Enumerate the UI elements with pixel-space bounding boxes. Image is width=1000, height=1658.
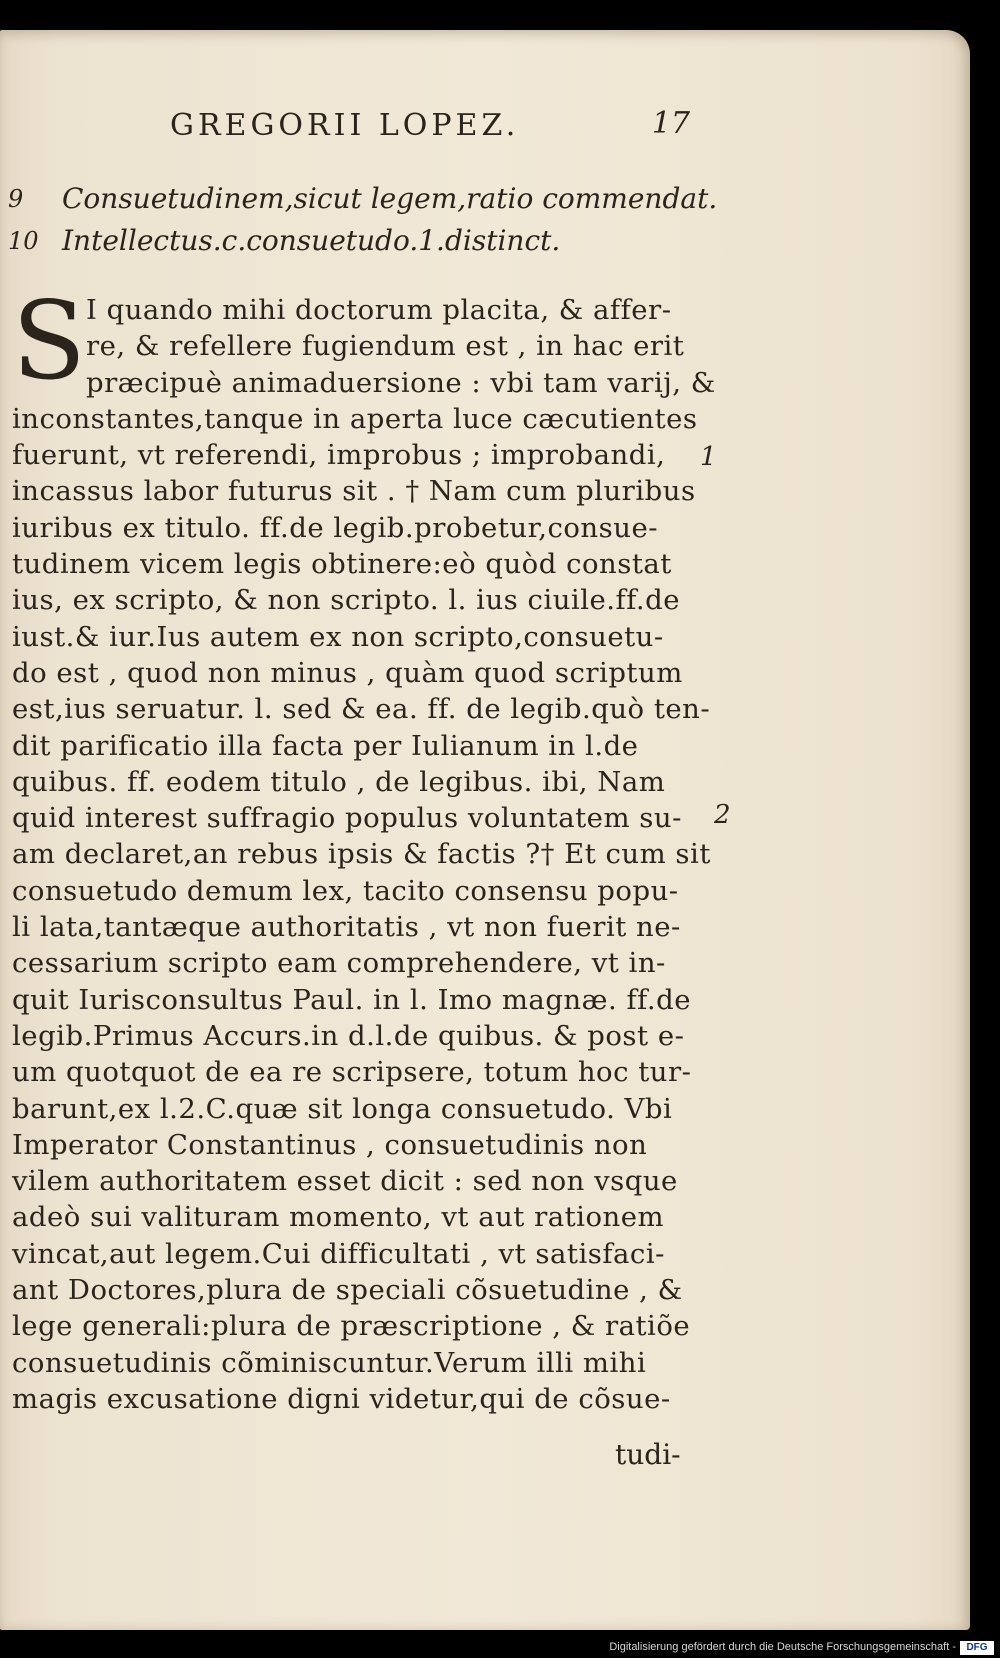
body-line: re, & refellere fugiendum est , in hac erit xyxy=(86,330,685,363)
body-line: li lata,tantæque authoritatis , vt non fuerit ne- xyxy=(12,911,681,944)
book-page xyxy=(0,30,970,1630)
body-line: barunt,ex l.2.C.quæ sit longa consuetudo. Vbi xyxy=(12,1092,673,1125)
funding-credit: Digitalisierung gefördert durch die Deutsche Forschungsgemeinschaft - xyxy=(609,1641,956,1653)
body-line: dit parificatio illa facta per Iulianum in l.de xyxy=(12,729,639,762)
summary-number: 10 xyxy=(8,227,39,255)
body-line: tudinem vicem legis obtinere:eò quòd constat xyxy=(12,548,672,581)
summary-line xyxy=(0,220,700,262)
page-number: 17 xyxy=(651,106,690,141)
body-line: quibus. ff. eodem titulo , de legibus. ibi, Nam xyxy=(12,765,666,798)
dfg-logo: DFG xyxy=(960,1641,994,1655)
body-line: magis excusatione digni videtur,qui de cõsue- xyxy=(12,1382,671,1415)
body-line: lege generali:plura de præscriptione , & ratiõe xyxy=(12,1310,691,1343)
summary-notes xyxy=(0,178,718,262)
body-line: ius, ex scripto, & non scripto. l. ius ciuile.ff.de xyxy=(12,584,681,617)
summary-text: Consuetudinem,sicut legem,ratio commendat. xyxy=(62,182,718,215)
catchword: tudi- xyxy=(615,1438,681,1471)
body-line: um quotquot de ea re scripsere, totum hoc tur- xyxy=(12,1056,692,1089)
body-line: præcipuè animaduersione : vbi tam varij, & xyxy=(86,366,716,399)
body-line: I quando mihi doctorum placita, & affer- xyxy=(86,294,672,326)
body-line: consuetudo demum lex, tacito consensu popu- xyxy=(12,874,679,907)
summary-number: 9 xyxy=(8,185,24,213)
summary-line xyxy=(0,178,718,220)
body-line: ant Doctores,plura de speciali cõsuetudine , & xyxy=(12,1274,683,1307)
body-line: vincat,aut legem.Cui difficultati , vt satisfaci- xyxy=(12,1237,665,1270)
body-line: adeò sui valituram momento, vt aut rationem xyxy=(12,1201,665,1234)
drop-cap: S xyxy=(12,279,87,404)
body-line: iust.& iur.Ius autem ex non scripto,consuetu- xyxy=(12,620,664,653)
body-line: fuerunt, vt referendi, improbus ; improbandi, xyxy=(12,439,666,472)
body-line: am declaret,an rebus ipsis & factis ?† Et cum sit xyxy=(12,838,711,871)
body-line: vilem authoritatem esset dicit : sed non vsque xyxy=(12,1165,678,1198)
body-line: incassus labor futurus sit . † Nam cum pluribus xyxy=(12,475,696,508)
body-line: cessarium scripto eam comprehendere, vt in- xyxy=(12,947,666,980)
page-header xyxy=(170,108,690,152)
body-line: Imperator Constantinus , consuetudinis non xyxy=(12,1128,648,1161)
body-line: inconstantes,tanque in aperta luce cæcutientes xyxy=(12,402,698,435)
margin-number: 2 xyxy=(714,800,731,830)
body-line: quid interest suffragio populus voluntatem su- xyxy=(12,802,682,835)
body-line: quit Iurisconsultus Paul. in l. Imo magnæ. ff.de xyxy=(12,983,691,1016)
body-line: consuetudinis cõminiscuntur.Verum illi mihi xyxy=(12,1346,647,1379)
margin-number: 1 xyxy=(700,442,717,472)
body-line: iuribus ex titulo. ff.de legib.probetur,consue- xyxy=(12,511,659,544)
body-line: legib.Primus Accurs.in d.l.de quibus. & post e- xyxy=(12,1019,685,1052)
body-line: do est , quod non minus , quàm quod scriptum xyxy=(12,656,683,689)
body-line: est,ius seruatur. l. sed & ea. ff. de legib.quò ten- xyxy=(12,693,711,726)
running-head: GREGORII LOPEZ. xyxy=(170,108,520,143)
body-text xyxy=(12,279,716,1417)
footer-bar xyxy=(0,1640,1000,1658)
summary-text: Intellectus.c.consuetudo.1.distinct. xyxy=(62,224,561,257)
